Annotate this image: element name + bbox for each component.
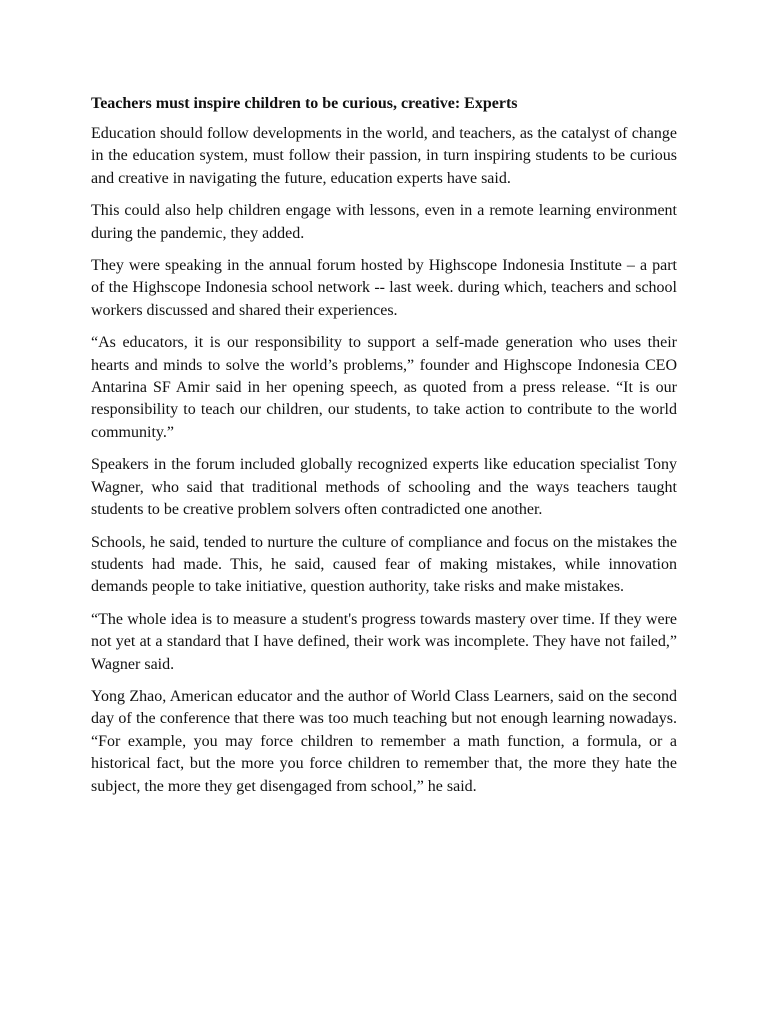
paragraph-5: Speakers in the forum included globally recognized experts like education specialist Tony Wagner, who said that traditional methods of schooling and the ways teachers taught students to be creative problem solvers often contradicted one another. <box>91 456 677 519</box>
article-title: Teachers must inspire children to be curious, creative: Experts <box>91 95 518 112</box>
paragraph-4: “As educators, it is our responsibility to support a self-made generation who uses their hearts and minds to solve the world’s problems,” founder and Highscope Indonesia CEO Antarina SF Amir said in her opening speech, as quoted from a press release. “It is our responsibility to teach our children, our students, to take action to contribute to the world community.” <box>91 334 677 441</box>
paragraph-1: Education should follow developments in the world, and teachers, as the catalyst of change in the education system, must follow their passion, in turn inspiring students to be curious and creative in navigating the future, education experts have said. <box>91 125 677 187</box>
paragraph-3: They were speaking in the annual forum hosted by Highscope Indonesia Institute – a part of the Highscope Indonesia school network -- last week. during which, teachers and school workers discussed and shared their experiences. <box>91 257 677 319</box>
paragraph-8: Yong Zhao, American educator and the author of World Class Learners, said on the second day of the conference that there was too much teaching but not enough learning nowadays. “For example, you may force children to remember a math function, a formula, or a historical fact, but the more you force children to remember that, the more they hate the subject, the more they get disengaged from school,” he said. <box>91 687 677 795</box>
paragraph-6: Schools, he said, tended to nurture the culture of compliance and focus on the mistakes the students had made. This, he said, caused fear of making mistakes, while innovation demands people to take initiative, question authority, take risks and make mistakes. <box>91 533 677 596</box>
paragraph-7: “The whole idea is to measure a student's progress towards mastery over time. If they were not yet at a standard that I have defined, their work was incomplete. They have not failed,” Wagner said. <box>91 610 677 673</box>
paragraph-2: This could also help children engage with lessons, even in a remote learning environment during the pandemic, they added. <box>91 202 677 242</box>
document-page <box>91 93 677 808</box>
